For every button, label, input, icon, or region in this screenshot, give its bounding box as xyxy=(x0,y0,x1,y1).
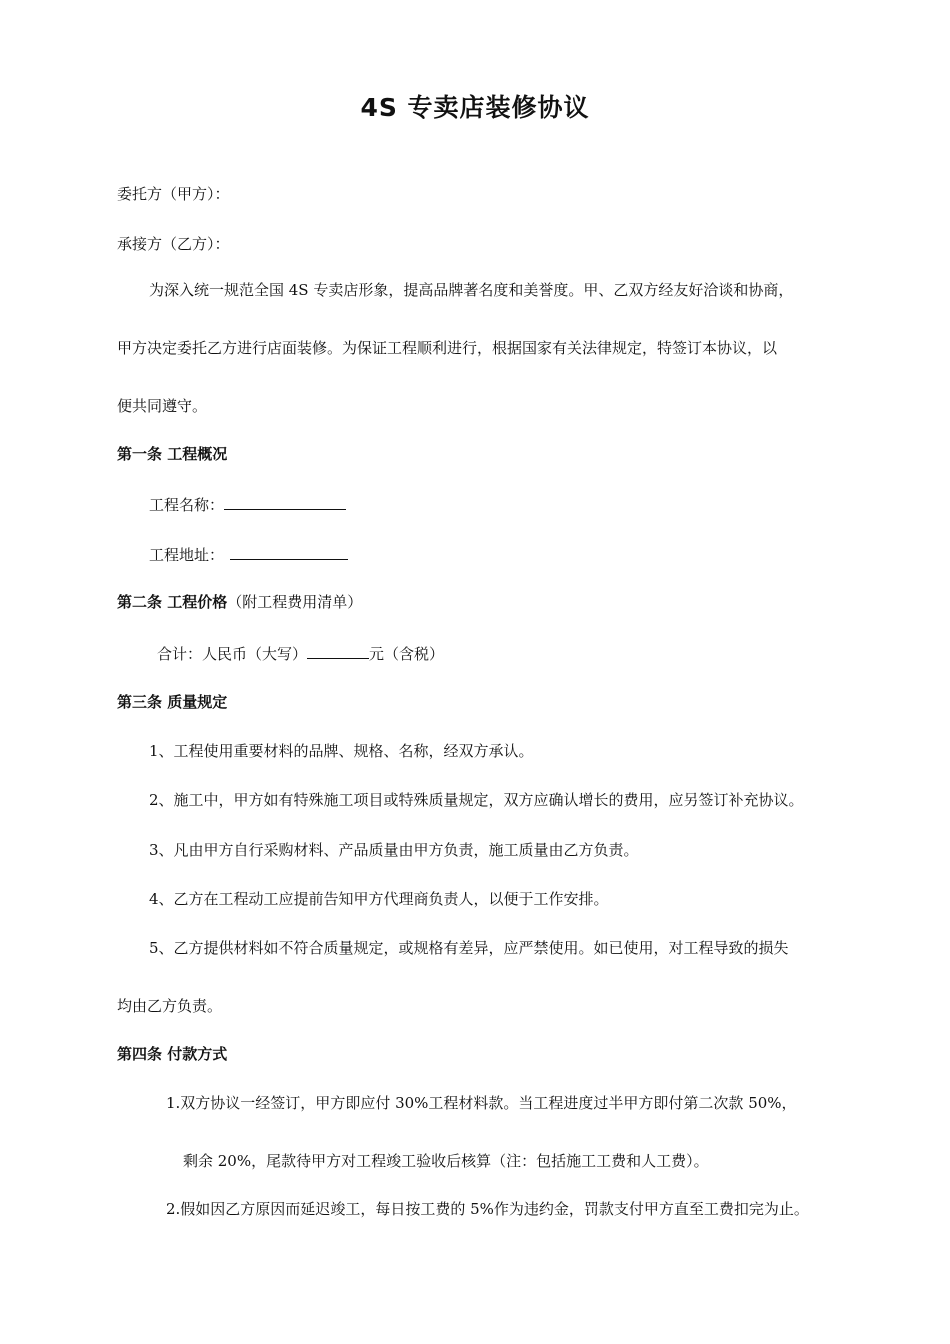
total-price-blank[interactable] xyxy=(307,642,369,659)
payment-item-2: 2.假如因乙方原因而延迟竣工，每日按工费的 5%作为违约金，罚款支付甲方直至工费扣完为止。 xyxy=(166,1200,809,1218)
article-3-heading: 第三条 质量规定 xyxy=(117,693,228,711)
intro-line-1: 为深入统一规范全国 4S 专卖店形象，提高品牌著名度和美誉度。甲、乙双方经友好洽谈和协商， xyxy=(149,281,794,299)
payment-item-1-line-2: 剩余 20%，尾款待甲方对工程竣工验收后核算（注：包括施工工费和人工费）。 xyxy=(183,1152,709,1170)
total-price-prefix: 合计：人民币（大写） xyxy=(157,645,308,663)
intro-line-3: 便共同遵守。 xyxy=(117,397,208,415)
project-name-row xyxy=(149,493,346,515)
quality-item-5-continued: 均由乙方负责。 xyxy=(117,997,223,1015)
document-title: 4S 专卖店装修协议 xyxy=(360,93,590,122)
project-address-label: 工程地址： xyxy=(149,546,225,564)
quality-item-2: 2、施工中，甲方如有特殊施工项目或特殊质量规定，双方应确认增长的费用，应另签订补充协议。 xyxy=(149,791,804,809)
quality-item-4: 4、乙方在工程动工应提前告知甲方代理商负责人，以便于工作安排。 xyxy=(149,890,609,908)
article-2-note: （附工程费用清单） xyxy=(227,593,363,611)
party-a-label: 委托方（甲方）： xyxy=(117,185,230,203)
total-price-suffix: 元（含税） xyxy=(369,645,445,663)
intro-line-2: 甲方决定委托乙方进行店面装修。为保证工程顺利进行，根据国家有关法律规定，特签订本协议，以 xyxy=(117,339,778,357)
article-2-heading-row xyxy=(117,592,362,612)
article-4-heading: 第四条 付款方式 xyxy=(117,1045,228,1063)
article-2-heading: 第二条 工程价格 xyxy=(117,593,228,611)
project-name-blank[interactable] xyxy=(224,493,346,510)
project-address-row xyxy=(149,543,348,565)
article-1-heading: 第一条 工程概况 xyxy=(117,445,228,463)
quality-item-1: 1、工程使用重要材料的品牌、规格、名称，经双方承认。 xyxy=(149,742,534,760)
quality-item-5: 5、乙方提供材料如不符合质量规定，或规格有差异，应严禁使用。如已使用，对工程导致的损失 xyxy=(149,939,789,957)
quality-item-3: 3、凡由甲方自行采购材料、产品质量由甲方负责，施工质量由乙方负责。 xyxy=(149,841,639,859)
project-name-label: 工程名称： xyxy=(149,496,225,514)
project-address-blank[interactable] xyxy=(230,543,348,560)
party-b-label: 承接方（乙方）： xyxy=(117,235,230,253)
total-price-row xyxy=(157,642,444,664)
payment-item-1-line-1: 1.双方协议一经签订，甲方即应付 30%工程材料款。当工程进度过半甲方即付第二次款 50%， xyxy=(166,1094,797,1112)
